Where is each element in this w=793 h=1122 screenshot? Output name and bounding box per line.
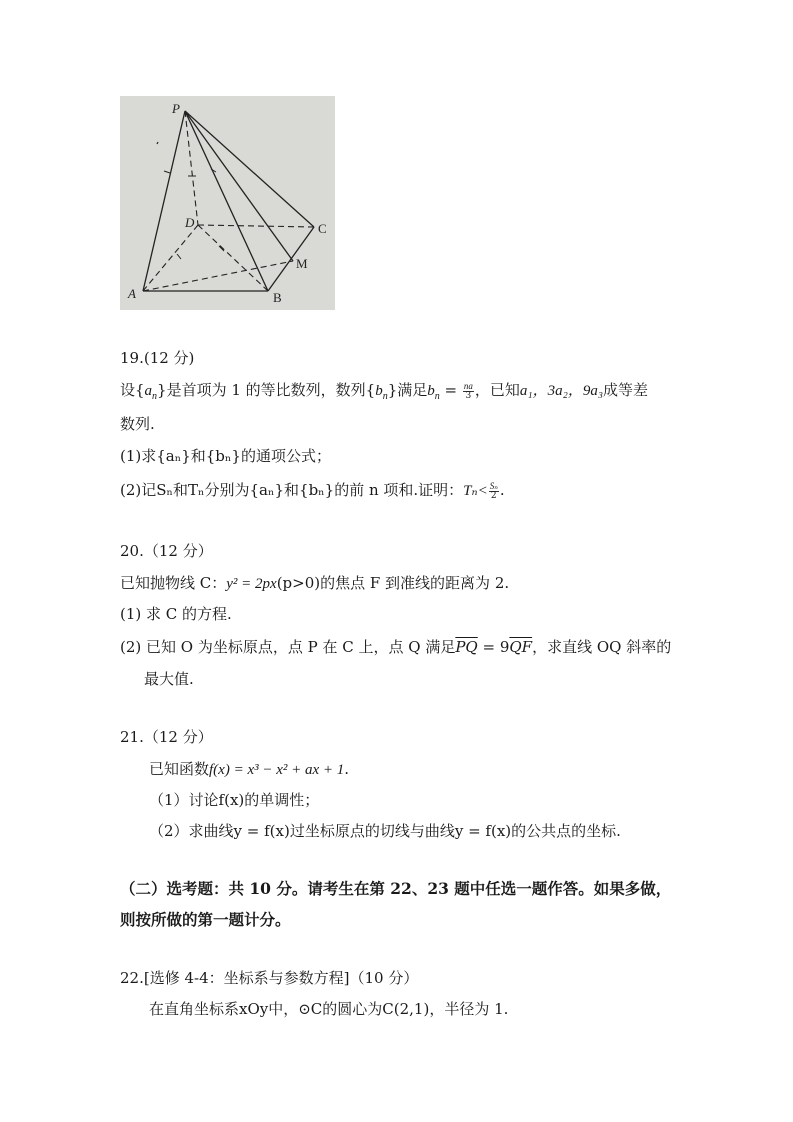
q19-stem-line2: 数列.: [120, 415, 155, 433]
q21-text: 已知函数: [149, 760, 210, 778]
section2-line1: （二）选考题：共 10 分。请考生在第 22、23 题中任选一题作答。如果多做，: [120, 879, 672, 898]
q19-fraction: [463, 382, 474, 401]
label-A: A: [128, 286, 136, 301]
q20-text: 已知抛物线 C：: [120, 574, 227, 592]
q22-header: 22.[选修 4-4：坐标系与参数方程]（10 分）: [120, 969, 419, 987]
q19-math-bn: b: [427, 383, 435, 399]
label-B: B: [273, 290, 282, 305]
q19-eq: =: [439, 381, 462, 399]
q21-header: 21.（12 分）: [120, 728, 213, 746]
q21-text: .: [344, 760, 350, 778]
q19-math-b: b: [375, 383, 383, 399]
q21-equation: f(x) = x³ − x² + ax + 1: [209, 762, 345, 778]
q20-part2: [120, 637, 671, 657]
pyramid-diagram: [120, 96, 335, 310]
q19-text: 成等差: [603, 381, 649, 399]
q19-part2: [120, 480, 505, 501]
vector-QF: $\overline{QF}$: [509, 638, 533, 656]
label-P: P: [172, 101, 180, 116]
q21-stem: [149, 759, 349, 780]
q19-header: 19.(12 分): [120, 349, 195, 367]
q20-part2-text: (2) 已知 O 为坐标原点，点 P 在 C 上，点 Q 满足: [120, 638, 456, 656]
q20-part2-line2: 最大值.: [144, 670, 194, 688]
q21-part1: （1）讨论f(x)的单调性；: [149, 791, 320, 809]
pyramid-figure: [120, 96, 335, 310]
section2-line2: 则按所做的第一题计分。: [120, 910, 291, 929]
q22-stem: 在直角坐标系xOy中，⊙C的圆心为C(2,1)，半径为 1.: [149, 1000, 509, 1018]
vector-PQ: $\overline{PQ}$: [455, 638, 478, 656]
q19-stem-line1: 设$\{a_n\}$是首项为 1 的等比数列，数列$\{b_n\}$满足$b_n$ = $\frac{na}{3}$ ，已知a₁，3a₂，9a₃成等差: [120, 380, 649, 402]
q19-math-a: a: [144, 383, 153, 399]
q19-part2-end: .: [499, 481, 505, 499]
frac-num: Sₙ: [489, 480, 498, 491]
q20-part2-text: ，求直线 OQ 斜率的: [532, 638, 672, 656]
frac-num: na: [463, 380, 473, 391]
q19-text: }满足: [387, 381, 428, 399]
q19-text: ，已知: [474, 381, 520, 399]
q20-eq: = 9: [477, 638, 510, 656]
q19-part2-fraction: [489, 482, 499, 501]
label-M: M: [296, 256, 308, 271]
q19-terms: a₁，3a₂，9a₃: [519, 383, 604, 399]
q19-part2-text: (2)记Sₙ和Tₙ分别为{aₙ}和{bₙ}的前 n 项和.证明：: [120, 481, 464, 499]
q19-part1: (1)求{aₙ}和{bₙ}的通项公式；: [120, 447, 331, 465]
q20-equation: y² = 2px: [226, 576, 277, 592]
frac-den: 2: [490, 490, 497, 501]
q19-text: 设{: [120, 381, 145, 399]
q20-header: 20.（12 分）: [120, 542, 213, 560]
label-C: C: [318, 221, 327, 236]
q21-part2: （2）求曲线y = f(x)过坐标原点的切线与曲线y = f(x)的公共点的坐标.: [149, 822, 621, 840]
label-D: D: [185, 215, 195, 230]
q19-text: }是首项为 1 的等比数列，数列{: [157, 381, 376, 399]
q20-stem: [120, 573, 509, 594]
q20-text: (p>0)的焦点 F 到准线的距离为 2.: [276, 574, 510, 592]
q20-part1: (1) 求 C 的方程.: [120, 605, 232, 623]
q19-part2-ineq: Tₙ<: [463, 483, 488, 499]
frac-den: 3: [465, 390, 472, 401]
